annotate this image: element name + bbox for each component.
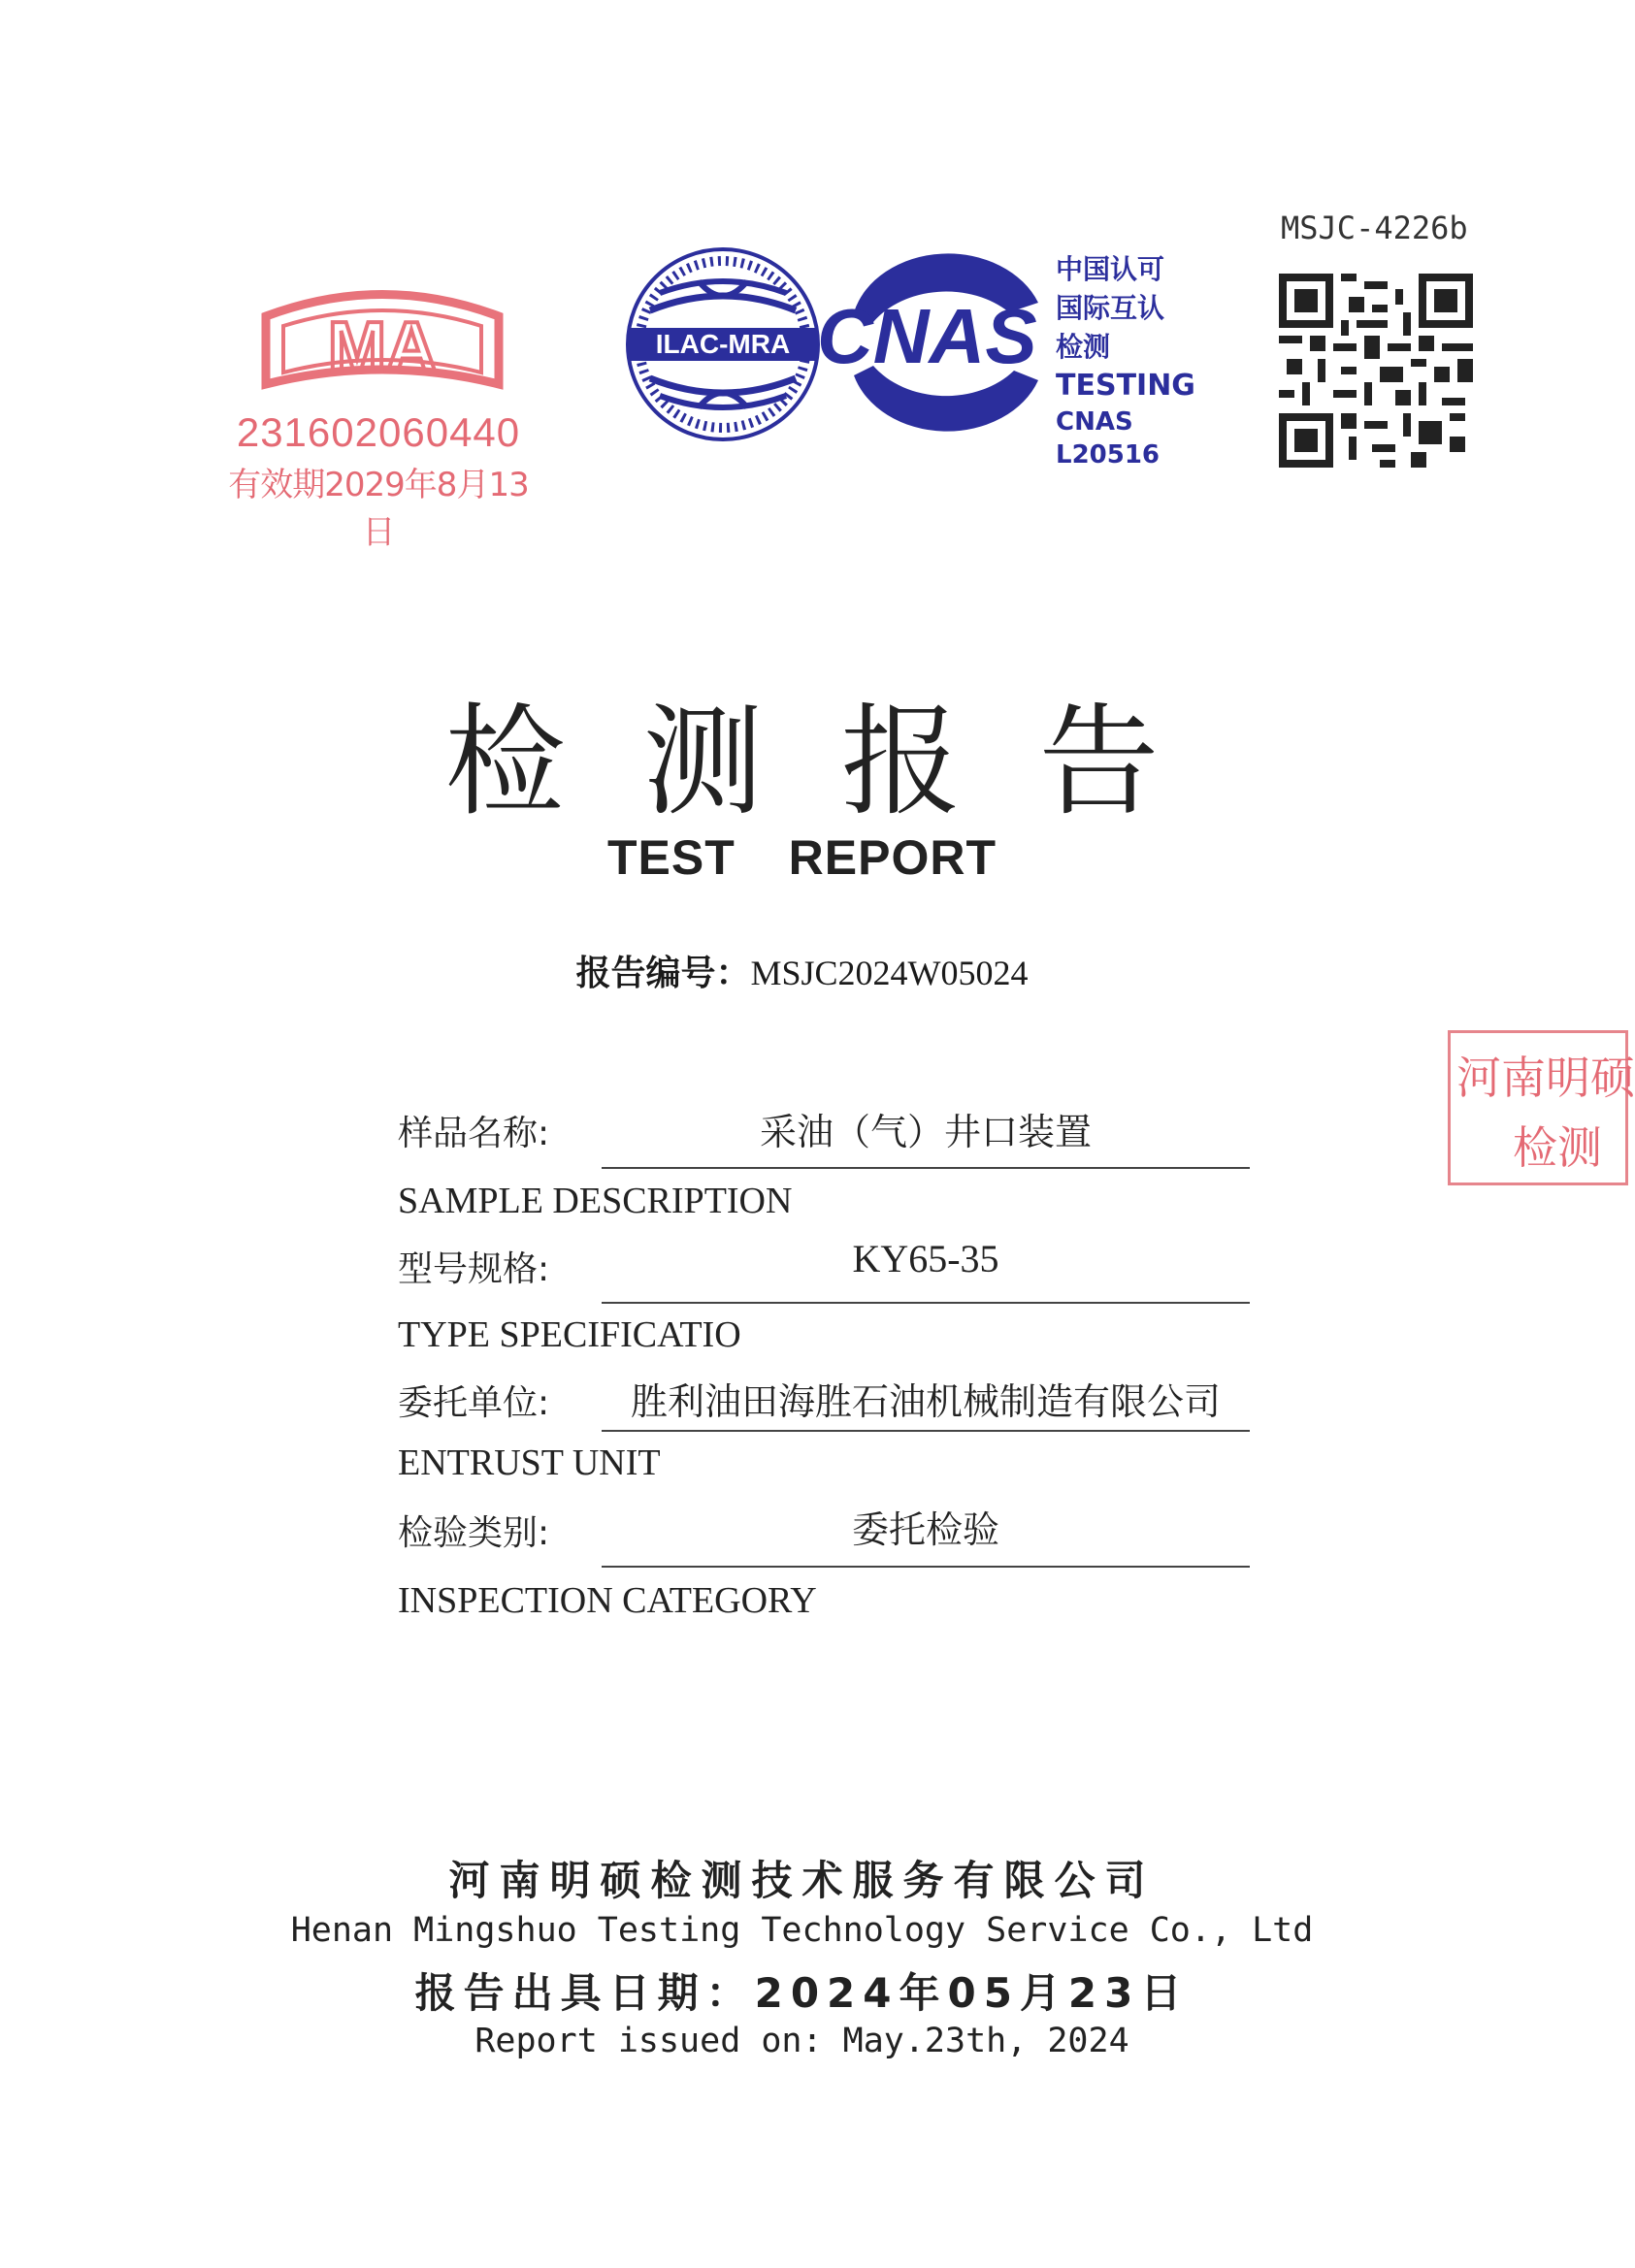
issue-date-en: Report issued on: May.23th, 2024 <box>474 2022 1129 2060</box>
company-name-en: Henan Mingshuo Testing Technology Service Co., Ltd <box>290 1911 1314 1950</box>
cnas-logo-text: CNAS <box>817 293 1037 379</box>
company-name-cn: 河南明硕检测技术服务有限公司 <box>448 1857 1156 1904</box>
qr-code-icon <box>1279 274 1473 468</box>
model-spec-value: KY65-35 <box>852 1237 999 1280</box>
report-number <box>0 946 1604 995</box>
ma-validity-date: 有效期2029年8月13日 <box>228 466 529 552</box>
inspection-category-value: 委托检验 <box>851 1508 999 1551</box>
sample-name-label: 样品名称: <box>398 1114 550 1153</box>
entrust-unit-en-label: ENTRUST UNIT <box>398 1442 661 1483</box>
ma-logo-text: MA <box>328 308 437 386</box>
report-number-value: MSJC2024W05024 <box>750 954 1029 992</box>
report-number-label: 报告编号： <box>575 954 751 993</box>
sample-description-label: SAMPLE DESCRIPTION <box>398 1181 793 1221</box>
stamp-line-2: 检测 <box>1513 1121 1602 1174</box>
inspection-category-en-label: INSPECTION CATEGORY <box>398 1580 817 1621</box>
issue-date-cn: 报告出具日期：2024年05月23日 <box>414 1969 1190 2017</box>
document-code: MSJC-4226b <box>1281 210 1468 246</box>
ma-seal <box>228 277 529 552</box>
page-title-cn: 检测报告 <box>444 693 1237 832</box>
inspection-category-label: 检验类别: <box>398 1513 550 1553</box>
cnas-line-3: 检测 <box>1056 331 1111 363</box>
ilac-logo-text: ILAC-MRA <box>655 329 791 359</box>
ilac-mra-logo-icon <box>621 243 825 446</box>
ma-certificate-number: 231602060440 <box>236 409 521 455</box>
entrust-unit-label: 委托单位: <box>398 1383 550 1423</box>
cnas-code: CNAS L20516 <box>1056 407 1161 470</box>
cnas-line-1: 中国认可 <box>1056 253 1165 285</box>
cnas-line-2: 国际互认 <box>1056 292 1165 324</box>
sample-name-value: 采油（气）井口装置 <box>759 1111 1092 1153</box>
cnas-accreditation-text <box>1056 250 1211 471</box>
type-specification-label: TYPE SPECIFICATIO <box>398 1314 741 1355</box>
entrust-unit-value: 胜利油田海胜石油机械制造有限公司 <box>630 1380 1221 1423</box>
cnas-logo-icon <box>815 254 1058 429</box>
field-underline <box>602 1167 1250 1169</box>
field-underline <box>602 1430 1250 1432</box>
ma-logo-icon <box>237 277 528 404</box>
company-stamp <box>1448 1030 1635 1185</box>
cnas-testing: TESTING <box>1056 369 1195 403</box>
field-underline <box>602 1302 1250 1304</box>
page-title-en: TEST REPORT <box>606 830 997 885</box>
model-spec-label: 型号规格: <box>398 1249 550 1289</box>
field-underline <box>602 1566 1250 1568</box>
stamp-line-1: 河南明硕 <box>1456 1052 1635 1104</box>
